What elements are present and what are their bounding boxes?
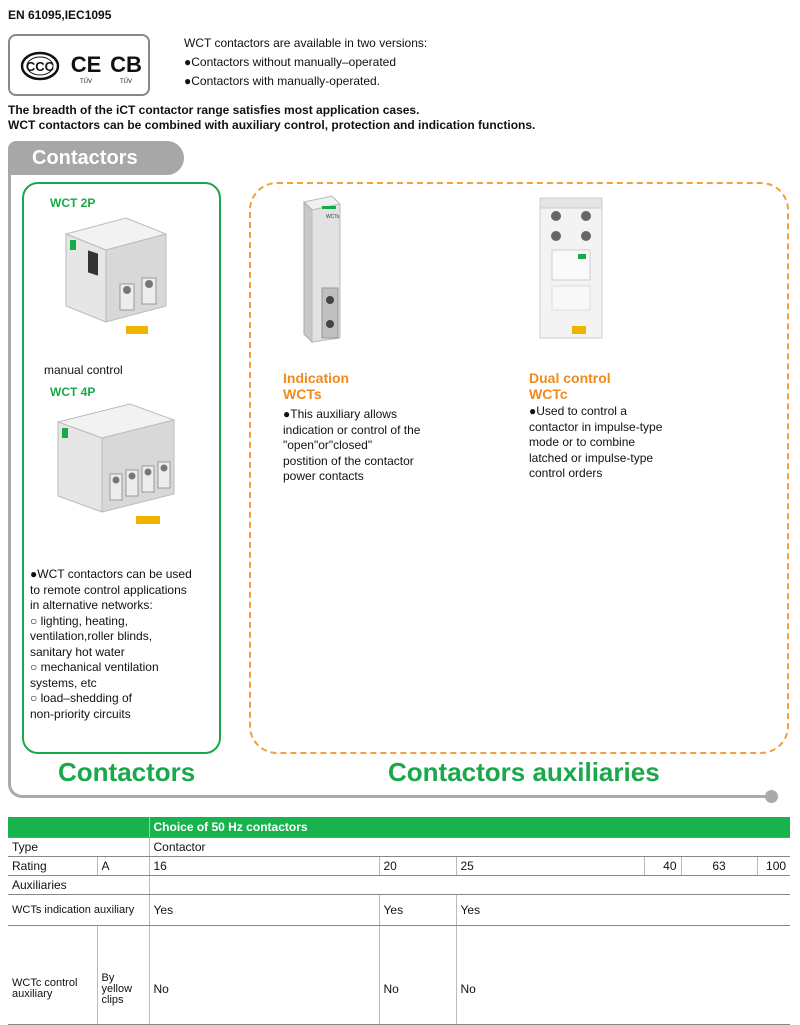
wcts-value: Yes — [149, 895, 379, 926]
type-value: Contactor — [149, 838, 790, 857]
description-line: non-priority circuits — [30, 706, 131, 721]
ccc-mark-text: CCC — [25, 59, 55, 74]
certification-marks — [8, 34, 150, 96]
wcts-value: Yes — [379, 895, 456, 926]
model-wct-4p: WCT 4P — [50, 385, 96, 399]
ce-mark-text: CE — [70, 52, 102, 77]
contactors-footer-label: Contactors — [58, 757, 196, 787]
wctc-value: No — [379, 926, 456, 1025]
version-item: ●Contactors without manually–operated — [184, 55, 397, 69]
intro-line: WCT contactors can be combined with auxiliary control, protection and indication functions. — [8, 118, 536, 132]
wctc-by-label: By yellow clips — [97, 926, 149, 1025]
auxiliaries-label: Auxiliaries — [8, 876, 149, 895]
description-line: ○ load–shedding of — [30, 691, 132, 705]
indication-description — [283, 407, 483, 485]
indication-title — [283, 370, 349, 402]
description-line: systems, etc — [30, 675, 97, 690]
description-line: ○ mechanical ventilation — [30, 660, 159, 674]
table-row — [8, 857, 790, 876]
description-line: "open"or"closed" — [283, 438, 373, 452]
table-row — [8, 926, 790, 1025]
description-line: latched or impulse-type — [529, 450, 654, 465]
description-line: sanitary hot water — [30, 644, 125, 659]
indication-title-line2: WCTs — [283, 386, 322, 402]
contactors-description — [30, 567, 220, 722]
wcts-label: WCTs indication auxiliary — [8, 895, 149, 926]
rating-unit: A — [97, 857, 149, 876]
description-line: ventilation,roller blinds, — [30, 629, 153, 643]
rating-value: 16 — [149, 857, 379, 876]
wcts-product-image — [292, 192, 352, 352]
table-row — [8, 817, 790, 838]
wcts-value: Yes — [456, 895, 790, 926]
description-line: ●Used to control a — [529, 404, 627, 418]
model-wct-2p: WCT 2P — [50, 196, 96, 210]
contactor-spec-table — [8, 817, 790, 1025]
section-tab: Contactors — [8, 141, 184, 175]
description-line: ●WCT contactors can be used — [30, 567, 192, 581]
wctc-value: No — [149, 926, 379, 1025]
manual-control-caption: manual control — [44, 363, 123, 377]
intro-text — [8, 103, 535, 133]
description-line: ○ lighting, heating, — [30, 613, 128, 628]
dual-control-description — [529, 404, 729, 482]
description-line: to remote control applications — [30, 582, 187, 597]
cb-mark-text: CB — [110, 52, 142, 77]
auxiliaries-blank — [149, 876, 790, 895]
cb-sub-text: TÜV — [120, 79, 132, 85]
wctc-label: WCTc control auxiliary — [8, 926, 97, 1025]
table-row — [8, 876, 790, 895]
frame-endcap — [765, 790, 778, 803]
description-line: in alternative networks: — [30, 598, 153, 612]
table-title: Choice of 50 Hz contactors — [149, 817, 790, 838]
description-line: mode or to combine — [529, 435, 636, 449]
rating-value: 25 — [456, 857, 644, 876]
table-row — [8, 895, 790, 926]
description-line: postition of the contactor — [283, 453, 414, 468]
header-blank-cell — [8, 817, 149, 838]
wcts-device-label: WCTs — [326, 214, 340, 220]
wctc-product-image — [532, 190, 612, 350]
rating-value: 20 — [379, 857, 456, 876]
ce-sub-text: TÜV — [80, 79, 92, 85]
version-item: ●Contactors with manually-operated. — [184, 74, 381, 88]
description-line: control orders — [529, 466, 603, 480]
type-label: Type — [8, 838, 149, 857]
description-line: ●This auxiliary allows — [283, 407, 397, 421]
wct-4p-product-image — [50, 400, 180, 530]
table-row — [8, 838, 790, 857]
rating-value: 40 — [644, 857, 681, 876]
standards-label: EN 61095,IEC1095 — [8, 8, 112, 22]
description-line: indication or control of the — [283, 422, 421, 437]
dual-control-title-line1: Dual control — [529, 370, 611, 386]
rating-label: Rating — [8, 857, 97, 876]
wctc-value: No — [456, 926, 790, 1025]
versions-intro: WCT contactors are available in two versions: — [184, 36, 428, 50]
certification-logos — [16, 44, 146, 88]
description-line: contactor in impulse-type — [529, 419, 663, 434]
dual-control-title — [529, 370, 611, 402]
versions-list — [184, 34, 427, 91]
rating-value: 100 — [757, 857, 790, 876]
auxiliaries-footer-label: Contactors auxiliaries — [388, 757, 660, 787]
rating-value: 63 — [681, 857, 757, 876]
wct-2p-product-image — [56, 214, 176, 344]
intro-line: The breadth of the iCT contactor range satisfies most application cases. — [8, 103, 420, 117]
indication-title-line1: Indication — [283, 370, 350, 386]
dual-control-title-line2: WCTc — [529, 386, 568, 402]
description-line: power contacts — [283, 469, 364, 483]
